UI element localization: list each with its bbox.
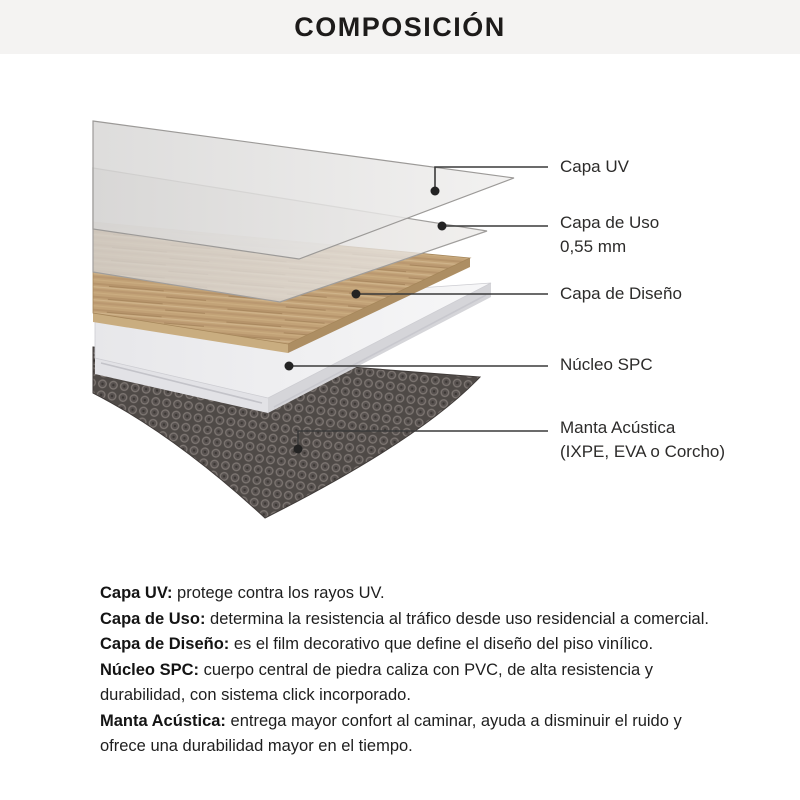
- leader-dot-capa-de-uso: [438, 222, 447, 231]
- page-title: COMPOSICIÓN: [294, 11, 506, 42]
- description-capa-uv: Capa UV: protege contra los rayos UV.: [100, 584, 385, 602]
- layer-label-capa-de-diseno: Capa de Diseño: [560, 284, 682, 303]
- description-manta-acustica: Manta Acústica: entrega mayor confort al caminar, ayuda a disminuir el ruido y ofrece una durabilidad mayor en el tiempo.: [100, 711, 682, 755]
- layer-label-capa-de-uso: Capa de Uso 0,55 mm: [560, 213, 660, 256]
- layer-label-manta-acustica: Manta Acústica (IXPE, EVA o Corcho): [560, 418, 726, 461]
- layer-descriptions: [100, 581, 725, 760]
- leader-dot-capa-uv: [431, 187, 440, 196]
- leader-dot-manta-acustica: [294, 445, 303, 454]
- leader-dot-capa-de-diseno: [352, 290, 361, 299]
- description-capa-de-diseno: Capa de Diseño: es el film decorativo que define el diseño del piso vinílico.: [100, 635, 654, 653]
- leader-dot-nucleo-spc: [285, 362, 294, 371]
- layer-label-nucleo-spc: Núcleo SPC: [560, 355, 653, 374]
- layer-label-capa-uv: Capa UV: [560, 157, 629, 176]
- description-capa-de-uso: Capa de Uso: determina la resistencia al tráfico desde uso residencial a comercial.: [100, 609, 709, 628]
- description-nucleo-spc: Núcleo SPC: cuerpo central de piedra caliza con PVC, de alta resistencia y durabilidad, con sistema click incorporado.: [100, 660, 654, 704]
